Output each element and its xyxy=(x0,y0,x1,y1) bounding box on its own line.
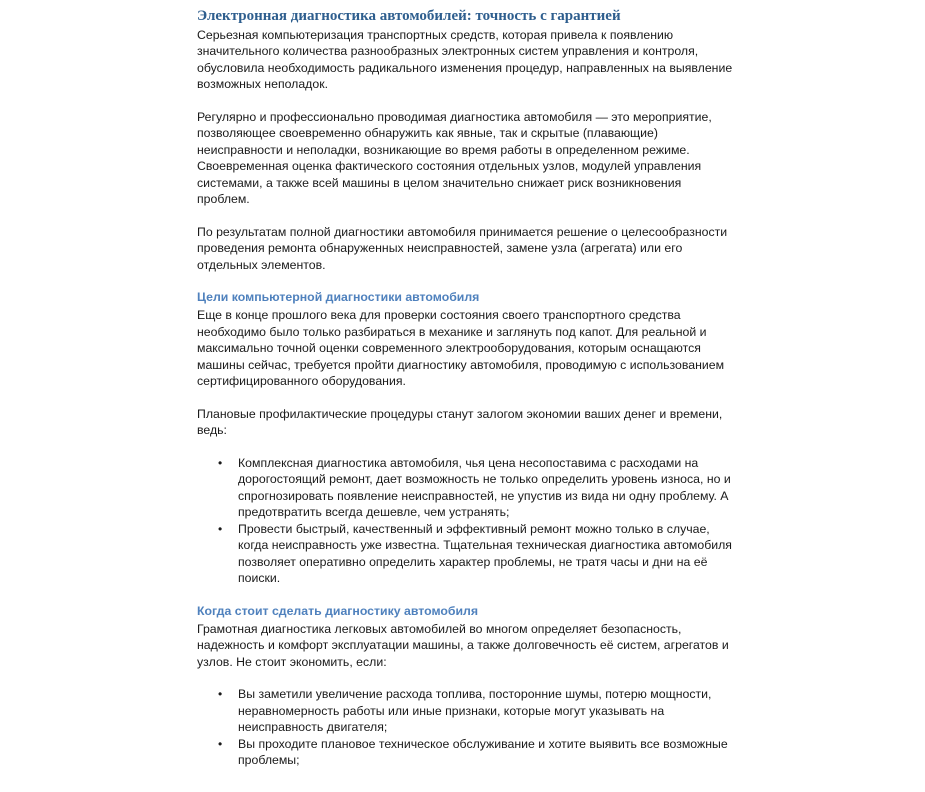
section-heading-goals: Цели компьютерной диагностики автомобиля xyxy=(197,290,480,305)
bullet-icon: • xyxy=(218,456,223,471)
list-item xyxy=(218,455,737,521)
goals-paragraph-1: Еще в конце прошлого века для проверки состояния своего транспортного средства необходимо было только разбираться в механике и заглянуть под капот. Для реальной и максимально точной оценки современного электрооборудования, которым оснащаются машины сейчас, требуется пройти диагностику автомобиля, проводимую с использованием сертифицированного оборудования. xyxy=(197,308,725,389)
article-title: Электронная диагностика автомобилей: точность с гарантией xyxy=(197,8,621,24)
goals-bullet-list xyxy=(197,455,737,586)
list-item-text: Вы проходите плановое техническое обслуживание и хотите выявить все возможные проблемы; xyxy=(238,736,728,767)
intro-paragraph-1: Серьезная компьютеризация транспортных средств, которая привела к появлению значительного количества разнообразных электронных систем управления и контроля, обусловила необходимость радикального изменения процедур, направленных на выявление возможных неполадок. xyxy=(197,28,733,92)
intro-paragraph-2: Регулярно и профессионально проводимая диагностика автомобиля — это мероприятие, позволяющее своевременно обнаружить как явные, так и скрытые (плавающие) неисправности и неполадки, возникающие во время работы в определенном режиме. Своевременная оценка фактического состояния отдельных узлов, модулей управления системами, а также всей машины в целом значительно снижает риск возникновения проблем. xyxy=(197,110,712,207)
bullet-icon: • xyxy=(218,687,223,702)
list-item-text: Вы заметили увеличение расхода топлива, посторонние шумы, потерю мощности, неравномерность работы или иные признаки, которые могут указывать на неисправность двигателя; xyxy=(238,687,712,735)
list-item xyxy=(218,686,737,735)
intro-paragraph-3: По результатам полной диагностики автомобиля принимается решение о целесообразности проведения ремонта обнаруженных неисправностей, замене узла (агрегата) или его отдельных элементов. xyxy=(197,224,728,272)
list-item-text: Комплексная диагностика автомобиля, чья цена несопоставима с расходами на дорогостоящий ремонт, дает возможность не только определить уровень износа, но и спрогнозировать появление неисправностей, не упустив из вида ни одну проблему. А предотвратить всегда дешевле, чем устранять; xyxy=(238,456,731,520)
section-heading-when: Когда стоит сделать диагностику автомобиля xyxy=(197,603,479,618)
list-item xyxy=(218,521,737,587)
document-page xyxy=(197,7,737,785)
list-item xyxy=(218,736,737,769)
bullet-icon: • xyxy=(218,736,223,751)
when-bullet-list xyxy=(197,686,737,768)
bullet-icon: • xyxy=(218,521,223,536)
when-paragraph-1: Грамотная диагностика легковых автомобилей во многом определяет безопасность, надежность и комфорт эксплуатации машины, а также долговечность её систем, агрегатов и узлов. Не стоит экономить, если: xyxy=(197,621,729,669)
goals-paragraph-2: Плановые профилактические процедуры станут залогом экономии ваших денег и времени, ведь: xyxy=(197,406,723,438)
list-item-text: Провести быстрый, качественный и эффективный ремонт можно только в случае, когда неисправность уже известна. Тщательная техническая диагностика автомобиля позволяет оперативно определить характер проблемы, не тратя часы и дни на её поиски. xyxy=(238,521,732,585)
